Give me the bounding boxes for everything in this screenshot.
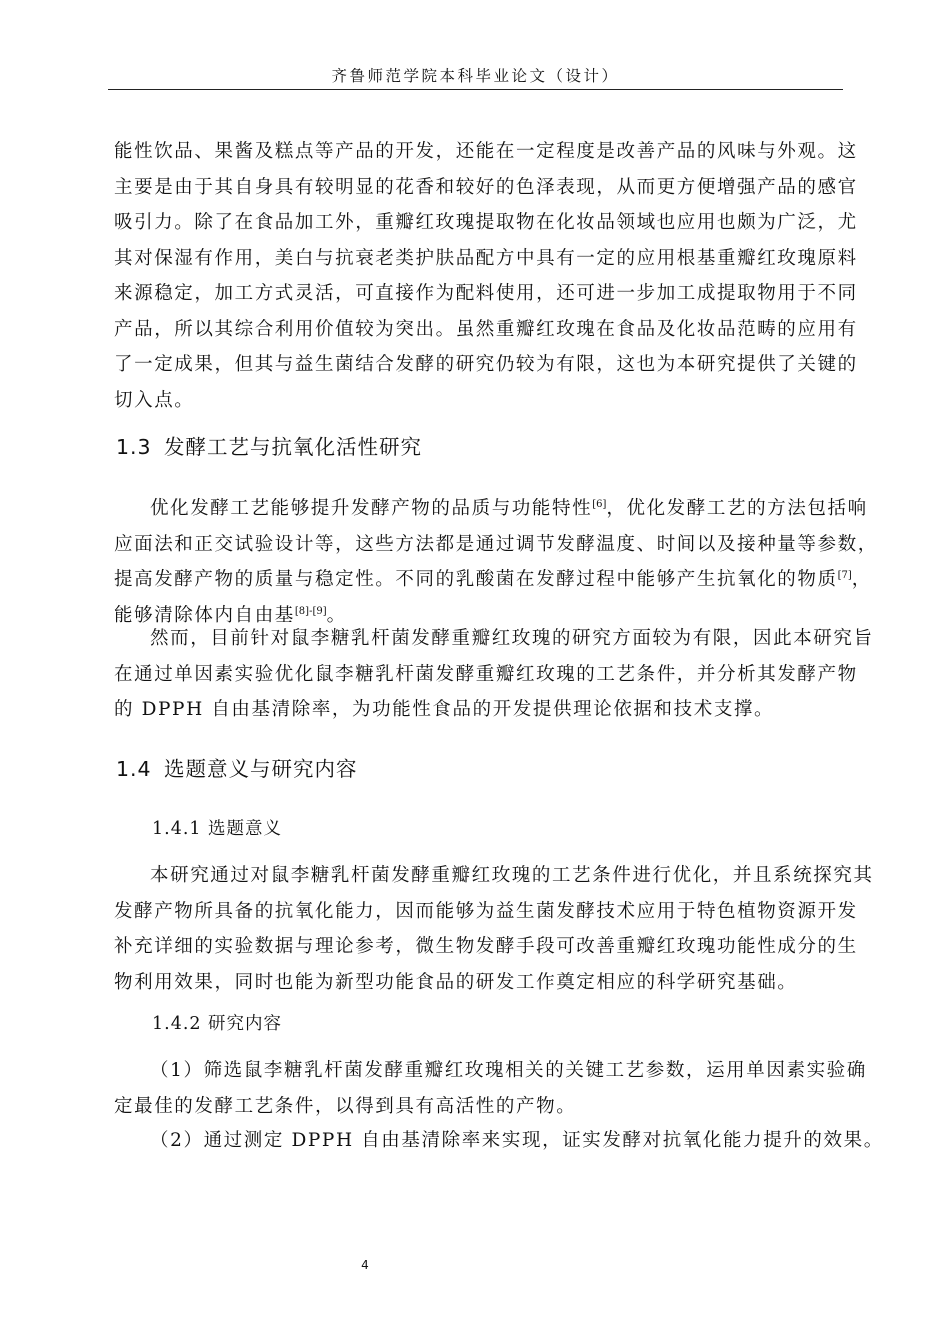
subsection-heading-1-4-1 (152, 815, 282, 843)
text-run: ，优化发酵工艺的方法包括响 (606, 498, 868, 519)
text-line: 切入点。 (114, 389, 195, 411)
text-line: 了一定成果，但其与益生菌结合发酵的研究仍较为有限，这也为本研究提供了关键的 (114, 354, 858, 375)
text-line: 产品，所以其综合利用价值较为突出。虽然重瓣红玫瑰在食品及化妆品范畴的应用有 (114, 318, 858, 340)
text-line (114, 562, 872, 598)
text-line: 定最佳的发酵工艺条件，以得到具有高活性的产物。 (114, 1095, 577, 1117)
section-number: 1.4 (116, 757, 152, 781)
subsection-number: 1.4.2 (152, 1014, 202, 1034)
research-item-2 (114, 1123, 884, 1159)
text-run: ， (851, 569, 872, 590)
text-line: （1）筛选鼠李糖乳杆菌发酵重瓣红玫瑰相关的关键工艺参数，运用单因素实验确 (150, 1060, 867, 1081)
section-1-4-1-paragraph (114, 858, 874, 1000)
section-heading-1-4 (116, 754, 358, 784)
subsection-heading-1-4-2 (152, 1010, 282, 1038)
section-1-3-paragraph-1 (114, 491, 878, 633)
subsection-title: 选题意义 (208, 819, 282, 839)
text-line: 能性饮品、果酱及糕点等产品的开发，还能在一定程度是改善产品的风味与外观。这 (114, 141, 858, 162)
section-number: 1.3 (116, 435, 152, 459)
text-run: 。 (326, 604, 347, 626)
text-line: 来源稳定，加工方式灵活，可直接作为配料使用，还可进一步加工成提取物用于不同 (114, 283, 858, 304)
section-title: 选题意义与研究内容 (164, 757, 358, 781)
text-line: 补充详细的实验数据与理论参考，微生物发酵手段可改善重瓣红玫瑰功能性成分的生 (114, 936, 858, 957)
citation: [6] (592, 499, 607, 510)
citation: [7] (837, 570, 852, 581)
intro-paragraph (114, 134, 858, 418)
text-line: 发酵产物所具备的抗氧化能力，因而能够为益生菌发酵技术应用于特色植物资源开发 (114, 900, 858, 922)
subsection-number: 1.4.1 (152, 819, 202, 839)
citation: [8]-[9] (294, 605, 327, 617)
text-run: 能够清除体内自由基 (114, 604, 295, 626)
section-title: 发酵工艺与抗氧化活性研究 (164, 435, 422, 459)
text-line: 其对保湿有作用，美白与抗衰老类护肤品配方中具有一定的应用根基重瓣红玫瑰原料 (114, 247, 858, 269)
section-heading-1-3 (116, 432, 422, 462)
text-line (114, 491, 868, 527)
text-line: 主要是由于其自身具有较明显的花香和较好的色泽表现，从而更方便增强产品的感官 (114, 176, 858, 198)
page-header (108, 63, 843, 90)
text-line: 吸引力。除了在食品加工外，重瓣红玫瑰提取物在化妆品领域也应用也颇为广泛，尤 (114, 212, 858, 233)
text-run: 优化发酵工艺能够提升发酵产物的品质与功能特性 (150, 498, 593, 519)
text-run: 提高发酵产物的质量与稳定性。不同的乳酸菌在发酵过程中能够产生抗氧化的物质 (114, 569, 838, 590)
subsection-title: 研究内容 (208, 1014, 282, 1034)
text-line: 在通过单因素实验优化鼠李糖乳杆菌发酵重瓣红玫瑰的工艺条件，并分析其发酵产物 (114, 663, 858, 685)
research-item-1 (114, 1053, 867, 1124)
text-line: （2）通过测定 DPPH 自由基清除率来实现，证实发酵对抗氧化能力提升的效果。 (150, 1130, 884, 1151)
text-line: 然而，目前针对鼠李糖乳杆菌发酵重瓣红玫瑰的研究方面较为有限，因此本研究旨 (150, 628, 874, 649)
text-line: 应面法和正交试验设计等，这些方法都是通过调节发酵温度、时间以及接种量等参数， (114, 533, 878, 555)
text-line: 的 DPPH 自由基清除率，为功能性食品的开发提供理论依据和技术支撑。 (114, 699, 775, 720)
text-line: 物利用效果，同时也能为新型功能食品的研发工作奠定相应的科学研究基础。 (114, 971, 798, 993)
text-line: 本研究通过对鼠李糖乳杆菌发酵重瓣红玫瑰的工艺条件进行优化，并且系统探究其 (150, 865, 874, 886)
header-title: 齐鲁师范学院本科毕业论文（设计） (331, 67, 620, 85)
section-1-3-paragraph-2 (114, 621, 874, 728)
page-number: 4 (361, 1258, 369, 1272)
